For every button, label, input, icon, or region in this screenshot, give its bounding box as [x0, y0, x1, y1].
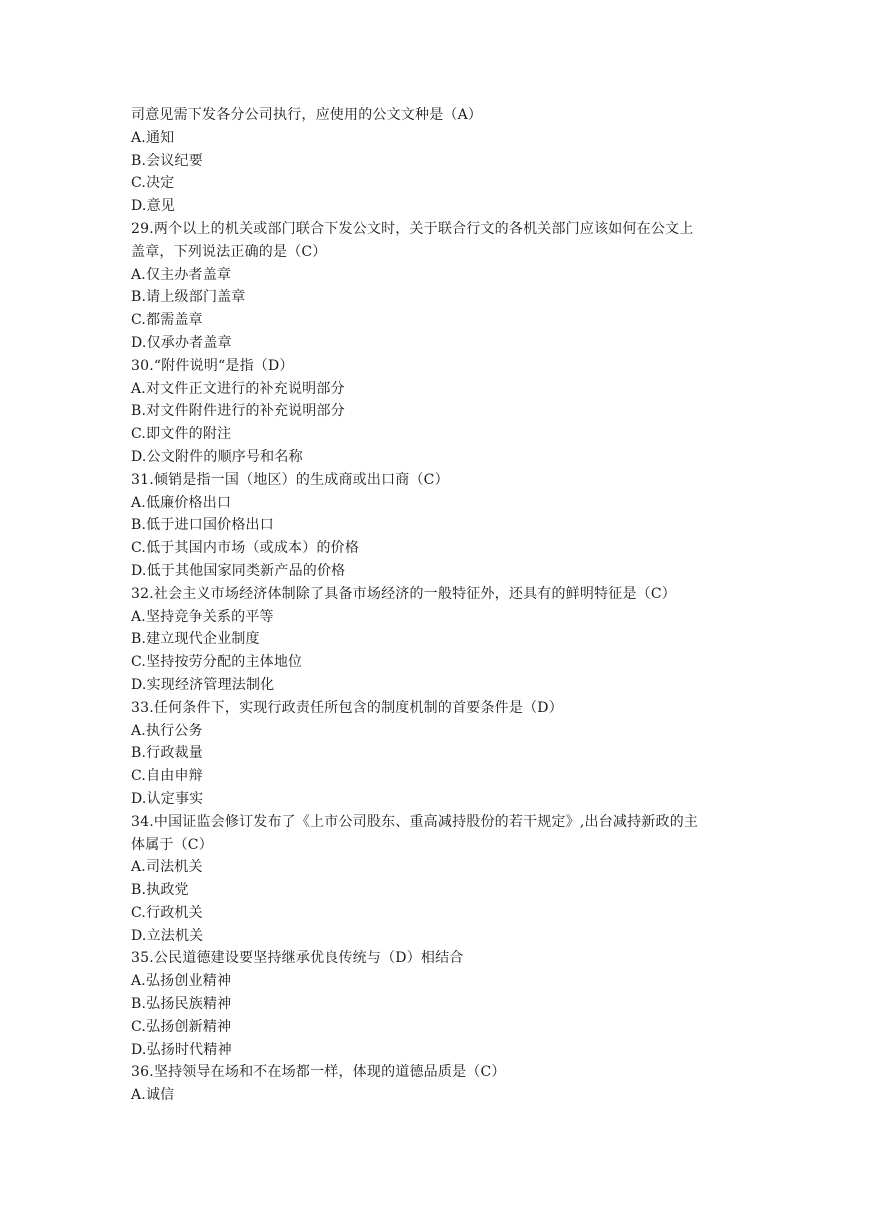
- text-line: D.认定事实: [131, 790, 204, 807]
- text-line: B.弘扬民族精神: [131, 996, 232, 1013]
- text-line: 31.倾销是指一国（地区）的生成商或出口商（C）: [131, 471, 449, 488]
- text-line: A.坚持竞争关系的平等: [131, 608, 274, 625]
- text-line: D.意见: [131, 198, 175, 215]
- text-line: B.行政裁量: [131, 745, 203, 762]
- text-line: B.执政党: [131, 882, 189, 899]
- text-line: 34.中国证监会修订发布了《上市公司股东、重高减持股份的若干规定》,出台减持新政的主: [131, 813, 699, 830]
- text-line: D.仅承办者盖章: [131, 334, 232, 351]
- text-line: A.对文件正文进行的补充说明部分: [131, 380, 345, 397]
- text-line: D.实现经济管理法制化: [131, 676, 275, 693]
- text-line: C.低于其国内市场（或成本）的价格: [131, 540, 360, 557]
- text-line: A.通知: [131, 129, 175, 146]
- text-line: D.立法机关: [131, 927, 204, 944]
- text-line: D.公文附件的顺序号和名称: [131, 448, 303, 465]
- text-line: C.都需盖章: [131, 312, 203, 329]
- text-line: 体属于（C）: [131, 836, 213, 853]
- text-line: C.弘扬创新精神: [131, 1018, 232, 1035]
- text-line: C.坚持按劳分配的主体地位: [131, 654, 303, 671]
- text-line: 30.“附件说明“是指（D）: [131, 357, 294, 374]
- document-body: [131, 104, 746, 1107]
- text-line: B.对文件附件进行的补充说明部分: [131, 403, 345, 420]
- text-line: C.自由申辩: [131, 768, 203, 785]
- text-line: 33.任何条件下，实现行政责任所包含的制度机制的首要条件是（D）: [131, 699, 563, 716]
- text-line: B.建立现代企业制度: [131, 631, 260, 648]
- text-line: A.弘扬创业精神: [131, 973, 232, 990]
- text-line: 29.两个以上的机关或部门联合下发公文时，关于联合行文的各机关部门应该如何在公文上: [131, 220, 694, 237]
- text-line: C.行政机关: [131, 904, 203, 921]
- text-line: A.仅主办者盖章: [131, 266, 232, 283]
- text-line: 盖章，下列说法正确的是（C）: [131, 243, 327, 260]
- text-line: 36.坚持领导在场和不在场都一样，体现的道德品质是（C）: [131, 1064, 506, 1081]
- text-line: 司意见需下发各分公司执行，应使用的公文文种是（A）: [131, 107, 483, 123]
- text-line: 32.社会主义市场经济体制除了具备市场经济的一般特征外，还具有的鲜明特征是（C）: [131, 585, 676, 602]
- text-line: D.低于其他国家同类新产品的价格: [131, 562, 346, 579]
- text-line: B.会议纪要: [131, 152, 203, 169]
- text-line: C.即文件的附注: [131, 426, 232, 443]
- text-line: B.低于进口国价格出口: [131, 517, 274, 534]
- text-line: A.诚信: [131, 1087, 175, 1104]
- text-line: A.执行公务: [131, 722, 203, 739]
- text-line: A.低廉价格出口: [131, 494, 232, 511]
- text-line: D.弘扬时代精神: [131, 1041, 232, 1058]
- text-line: B.请上级部门盖章: [131, 289, 246, 306]
- text-line: C.决定: [131, 175, 175, 192]
- text-line: A.司法机关: [131, 859, 203, 876]
- text-line: 35.公民道德建设要坚持继承优良传统与（D）相结合: [131, 950, 464, 967]
